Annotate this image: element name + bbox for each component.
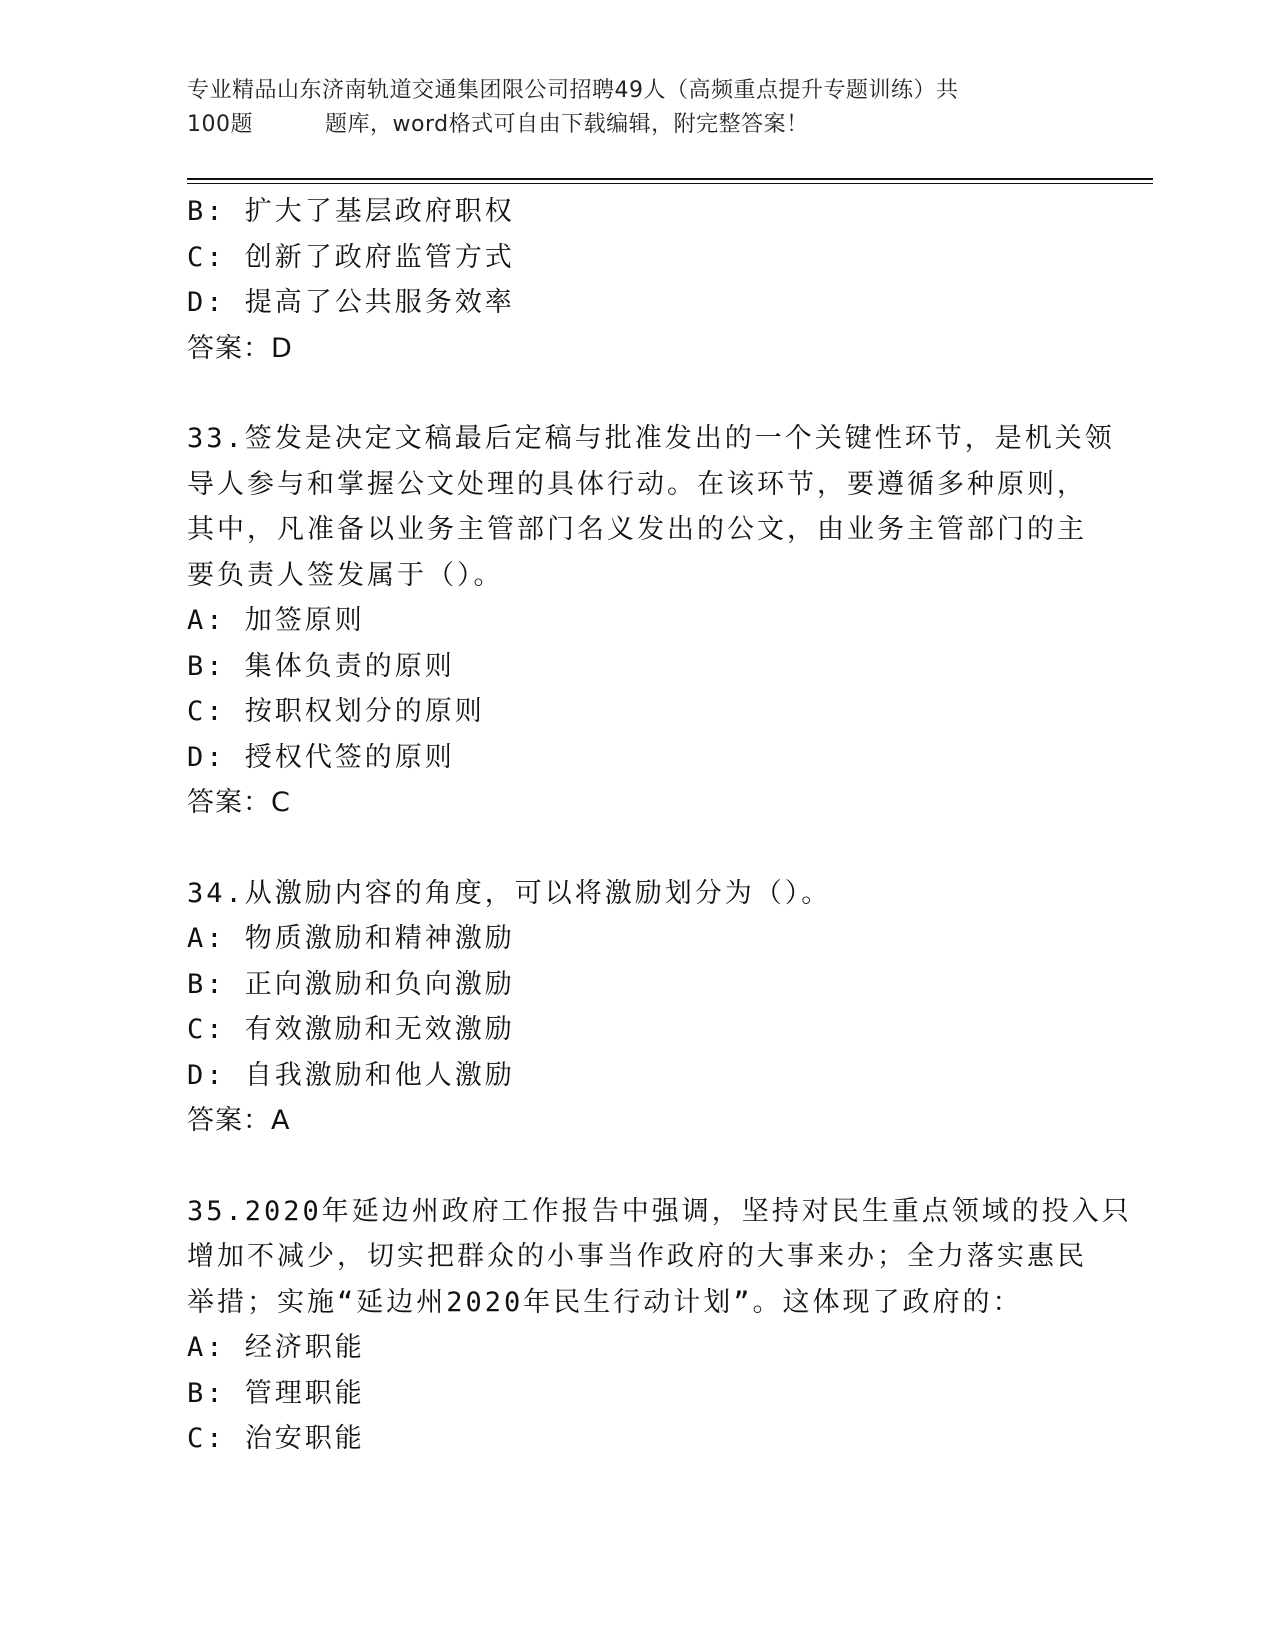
question-35 [187, 1189, 1132, 1462]
option-b: B: 扩大了基层政府职权 [187, 196, 515, 227]
answer: 答案：C [187, 787, 291, 818]
option-d: D: 自我激励和他人激励 [187, 1059, 515, 1091]
option-a: A: 加签原则 [187, 605, 365, 636]
option-c: C: 治安职能 [187, 1423, 365, 1454]
option-d: D: 提高了公共服务效率 [187, 287, 515, 318]
answer: 答案：D [187, 332, 293, 364]
question-stem-line: 34.从激励内容的角度，可以将激励划分为（）。 [187, 877, 832, 909]
option-c: C: 有效激励和无效激励 [187, 1014, 515, 1045]
option-c: C: 创新了政府监管方式 [187, 241, 515, 273]
option-a: A: 经济职能 [187, 1332, 365, 1363]
header-count: 100题 [187, 112, 253, 137]
question-34 [187, 871, 1087, 1144]
question-32-continued [187, 189, 1087, 371]
question-33 [187, 416, 1115, 826]
header-divider-thin [187, 183, 1153, 184]
question-stem-line: 举措；实施“延边州2020年民生行动计划”。这体现了政府的： [187, 1286, 1023, 1318]
question-stem-line: 33.签发是决定文稿最后定稿与批准发出的一个关键性环节，是机关领 [187, 423, 1115, 454]
question-stem-line: 其中，凡准备以业务主管部门名义发出的公文，由业务主管部门的主 [187, 514, 1087, 545]
header-divider-thick [187, 178, 1153, 180]
option-c: C: 按职权划分的原则 [187, 696, 485, 727]
option-d: D: 授权代签的原则 [187, 741, 455, 773]
page-header [187, 74, 1087, 142]
question-stem-line: 35.2020年延边州政府工作报告中强调，坚持对民生重点领域的投入只 [187, 1195, 1132, 1227]
question-stem-line: 增加不减少，切实把群众的小事当作政府的大事来办；全力落实惠民 [187, 1241, 1087, 1272]
header-title-line-1: 专业精品山东济南轨道交通集团限公司招聘49人（高频重点提升专题训练）共 [187, 78, 959, 103]
option-b: B: 正向激励和负向激励 [187, 968, 515, 1000]
question-stem-line: 要负责人签发属于（）。 [187, 559, 504, 591]
header-description: 题库，word格式可自由下载编辑，附完整答案！ [325, 112, 809, 137]
option-b: B: 集体负责的原则 [187, 650, 455, 682]
option-b: B: 管理职能 [187, 1377, 365, 1409]
question-stem-line: 导人参与和掌握公文处理的具体行动。在该环节，要遵循多种原则， [187, 468, 1087, 500]
header-title-line-2 [187, 108, 1087, 142]
option-a: A: 物质激励和精神激励 [187, 923, 515, 954]
question-list [187, 189, 1132, 1462]
answer: 答案：A [187, 1105, 291, 1136]
